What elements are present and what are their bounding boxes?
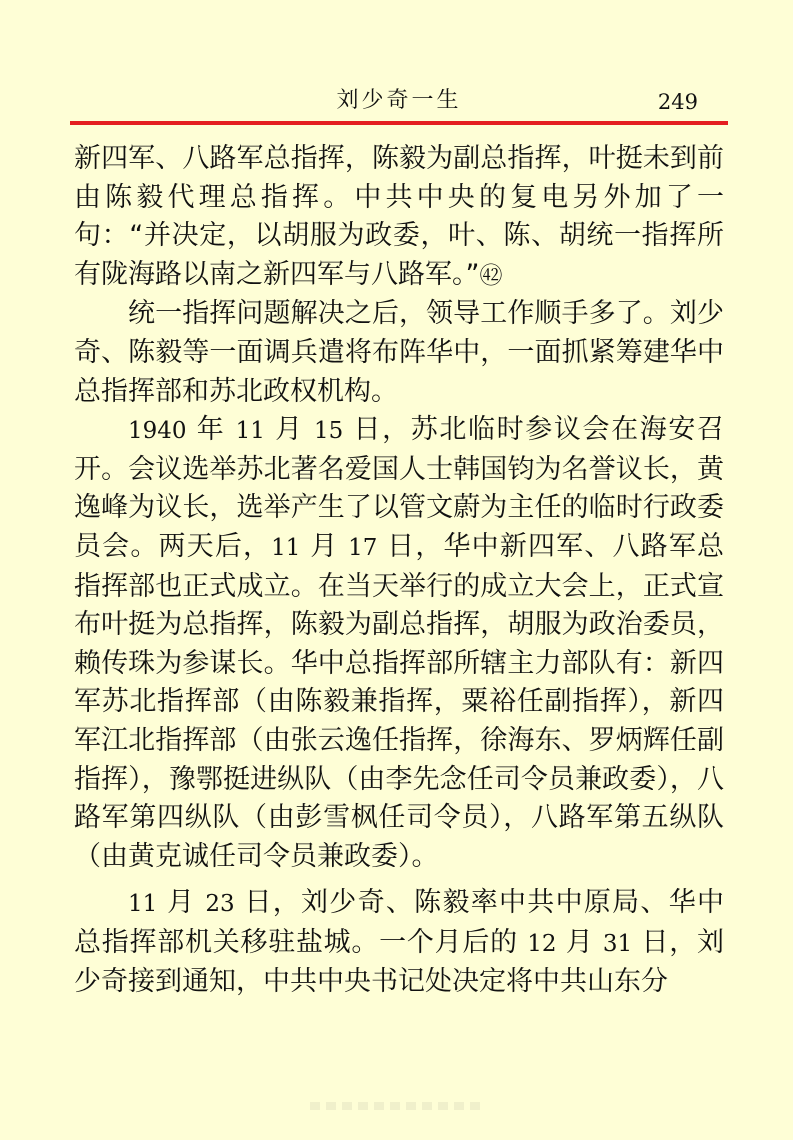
paragraph-text: 日，刘少奇接到通知，中共中央书记处决定将中共山东分 [74,926,724,998]
paragraph-text: 月 [556,926,603,958]
paragraph-text: 日，苏北临时参议会在海安召开。会议选举苏北著名爱国人士韩国钧为名誉议长，黄逸峰为议长，选举产生了以管文蔚为主任的临时行政委员会。两天后， [74,414,724,562]
paragraph [74,295,724,411]
paragraph-text: 月 [300,530,349,562]
numeral-text: 1940 [128,418,187,445]
paragraph-text: 日，刘少奇、陈毅率中共中原局、华中总指挥部机关移驻盐城。一个月后的 [74,887,724,958]
numeral-text: 31 [602,930,633,957]
numeral-text: 23 [205,891,235,918]
book-title: 刘少奇一生 [336,88,462,113]
paragraph-text: 新四军、八路军总指挥，陈毅为副总指挥，叶挺未到前由陈毅代理总指挥。中共中央的复电另外加了一句：“并决定，以胡服为政委，叶、陈、胡统一指挥所有陇海路以南之新四军与八路军。” [74,143,724,290]
paragraph [74,140,724,295]
paragraph [74,411,724,876]
numeral-text: 11 [235,418,265,445]
running-header [70,84,728,120]
page-number: 249 [657,90,698,114]
numeral-text: 11 [128,891,158,918]
paragraph-text: 日，华中新四军、八路军总指挥部也正式成立。在当天举行的成立大会上，正式宣布叶挺为总指挥，陈毅为副总指挥，胡服为政治委员，赖传珠为参谋长。华中总指挥部所辖主力部队有：新四军苏北指挥部（由陈毅兼指挥，粟裕任副指挥），新四军江北指挥部（由张云逸任指挥，徐海东、罗炳辉任副指挥），豫鄂挺进纵队（由李先念任司令员兼政委），八路军第四纵队（由彭雪枫任司令员），八路军第五纵队（由黄克诚任司令员兼政委）。 [74,530,724,872]
paragraph-text: 月 [157,887,206,919]
header-rule [70,121,728,125]
numeral-text: 15 [313,418,344,445]
paragraph-text: 月 [264,414,314,446]
paragraph [74,884,724,1002]
paragraph-text: 年 [186,414,236,446]
numeral-text: ㊷ [479,262,503,289]
body-text [74,140,724,1002]
bleed-through-text [310,1102,480,1110]
numeral-text: 12 [527,930,557,957]
numeral-text: 11 [271,534,301,561]
paragraph-text: 统一指挥问题解决之后，领导工作顺手多了。刘少奇、陈毅等一面调兵遣将布阵华中，一面抓紧筹建华中总指挥部和苏北政权机构。 [74,298,724,407]
numeral-text: 17 [348,534,378,561]
